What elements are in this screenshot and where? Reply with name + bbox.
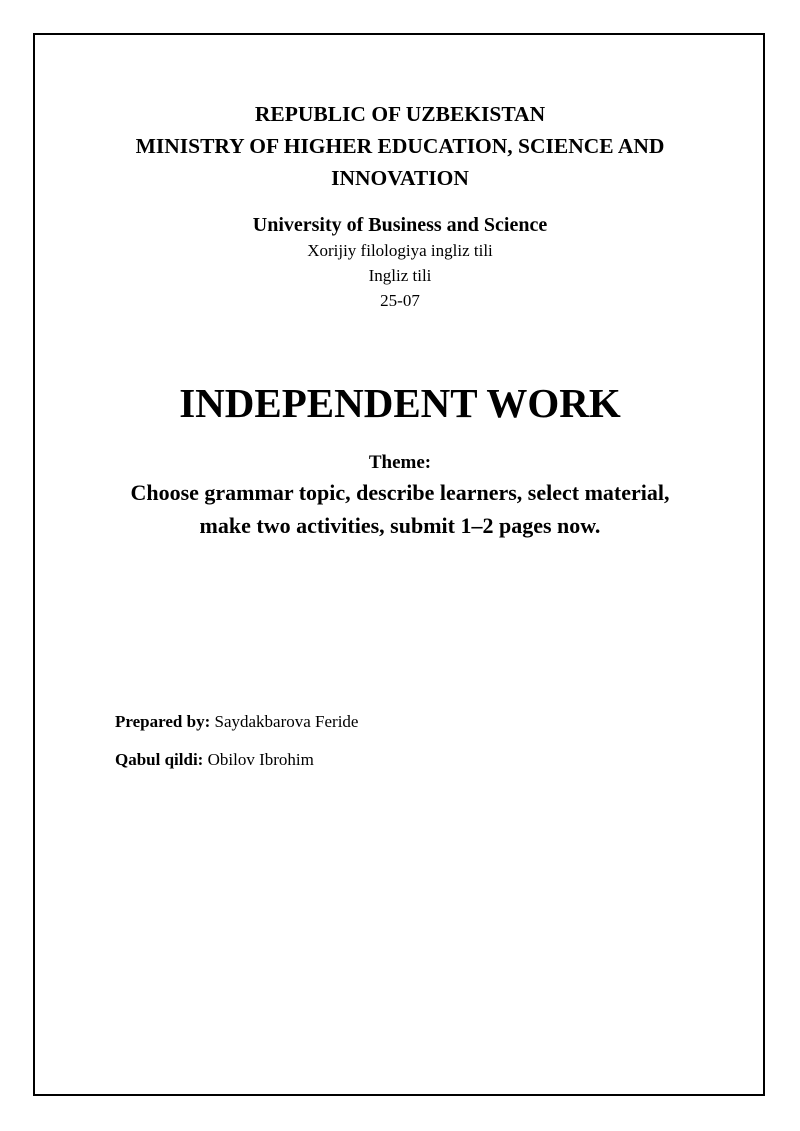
accepted-by-row (115, 747, 358, 772)
accepted-by-label: Qabul qildi: (115, 750, 204, 769)
ministry-line-continued: INNOVATION (331, 166, 469, 190)
credits-block (115, 709, 358, 785)
theme-label: Theme: (368, 452, 432, 473)
accepted-by-value: Obilov Ibrohim (203, 750, 314, 769)
country-line: REPUBLIC OF UZBEKISTAN (254, 102, 546, 126)
theme-block (60, 450, 740, 542)
group-number: 25-07 (380, 291, 420, 310)
university-name: University of Business and Science (252, 214, 548, 236)
theme-text-line-1: Choose grammar topic, describe learners, select material, (130, 480, 670, 505)
university-block (60, 212, 740, 313)
subject-name: Ingliz tili (368, 266, 432, 285)
prepared-by-value: Saydakbarova Feride (210, 712, 359, 731)
prepared-by-row (115, 709, 358, 734)
faculty-name: Xorijiy filologiya ingliz tili (307, 241, 493, 260)
document-title: INDEPENDENT WORK (179, 380, 621, 426)
theme-text-line-2: make two activities, submit 1–2 pages now. (199, 513, 601, 538)
ministry-line: MINISTRY OF HIGHER EDUCATION, SCIENCE AND (135, 134, 665, 158)
prepared-by-label: Prepared by: (115, 712, 211, 731)
document-header (60, 98, 740, 194)
